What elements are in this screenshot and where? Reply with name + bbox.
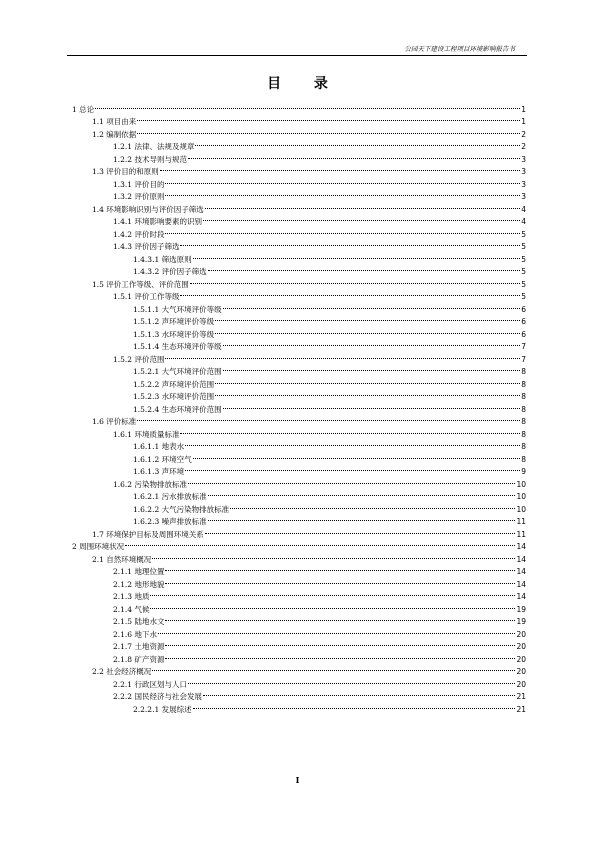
toc-entry-label: 1.2 编制依据 (92, 129, 137, 139)
toc-entry-page: 1 (521, 117, 526, 126)
toc-entry-label: 1.5.1.1 大气环境评价等级 (133, 304, 222, 314)
dot-leader (150, 599, 515, 612)
dot-leader (205, 199, 520, 212)
dot-leader (137, 112, 520, 125)
page-number: I (295, 775, 300, 785)
toc-entry-page: 2 (521, 129, 526, 139)
toc-entry-label: 1.6.1 环境质量标准 (113, 429, 180, 439)
toc-entry-page: 10 (516, 504, 526, 514)
toc-entry-label: 1.7 环境保护目标及周围环境关系 (92, 529, 204, 539)
dot-leader (165, 562, 515, 575)
dot-leader (165, 574, 515, 587)
toc-entry-label: 1.2.1 法律、法规及规章 (113, 142, 195, 151)
toc-entry-page: 20 (516, 642, 526, 651)
toc-entry-label: 1.4 环境影响识别与评价因子筛选 (92, 204, 204, 214)
toc-entry-label: 1.3.1 评价目的 (113, 179, 165, 189)
toc-entry-page: 10 (516, 479, 526, 489)
dot-leader (203, 212, 520, 225)
toc-entry-page: 2 (521, 142, 526, 151)
dot-leader (215, 374, 520, 387)
toc-entry-page: 4 (521, 204, 526, 214)
dot-leader (188, 149, 520, 162)
dot-leader (208, 487, 516, 500)
dot-leader (230, 499, 515, 512)
toc-title: 目 录 (267, 76, 342, 92)
dot-leader (208, 262, 521, 275)
toc-entry-page: 5 (521, 267, 526, 276)
toc-entry-label: 1.4.3.1 筛选原则 (133, 254, 192, 264)
dot-leader (215, 324, 520, 337)
toc-entry-label: 1.5 评价工作等级、评价范围 (92, 279, 189, 289)
toc-entry-label: 2.1.4 气候 (113, 604, 150, 614)
dot-leader (152, 662, 515, 675)
dot-leader (190, 274, 520, 287)
dot-leader (223, 362, 521, 375)
toc-entry-label: 1.6 评价标准 (92, 417, 137, 426)
toc-entry-label: 1.4.1 环境影响要素的识别 (113, 217, 202, 226)
toc-entry[interactable] (72, 99, 526, 112)
toc-entry[interactable] (72, 137, 526, 150)
toc-entry-label: 1.5.2.1 大气环境评价范围 (133, 367, 222, 376)
dot-leader (185, 462, 520, 475)
toc-entry-page: 14 (516, 567, 526, 576)
dot-leader (137, 412, 520, 425)
toc-entry-label: 2 周围环境状况 (72, 542, 125, 551)
toc-entry-label: 1 总论 (72, 104, 95, 114)
dot-leader (165, 224, 520, 237)
toc-entry-page: 6 (521, 329, 526, 339)
toc-entry-page: 11 (516, 517, 526, 526)
dot-leader (137, 124, 520, 137)
dot-leader (208, 512, 516, 525)
toc-entry-page: 7 (521, 342, 526, 351)
dot-leader (160, 162, 520, 175)
toc-entry[interactable] (72, 124, 526, 137)
dot-leader (165, 187, 520, 200)
toc-entry-page: 14 (516, 592, 526, 601)
toc-entry-label: 1.5.1.2 声环境评价等级 (133, 317, 215, 326)
toc-entry-page: 3 (521, 179, 526, 189)
toc-entry-page: 8 (521, 367, 526, 376)
toc-entry-label: 1.3.2 评价原则 (113, 192, 165, 201)
toc-entry-page: 21 (516, 704, 526, 714)
dot-leader (158, 624, 515, 637)
dot-leader (165, 174, 520, 187)
toc-entry-page: 8 (521, 429, 526, 439)
toc-entry-page: 20 (516, 629, 526, 639)
toc-entry-page: 19 (516, 617, 526, 626)
toc-entry-page: 3 (521, 154, 526, 164)
toc-entry-page: 14 (516, 579, 526, 589)
toc-entry[interactable] (72, 549, 526, 562)
toc-entry-label: 1.4.3 评价因子筛选 (113, 242, 180, 251)
toc-entry-page: 20 (516, 679, 526, 689)
toc-entry-page: 5 (521, 292, 526, 301)
toc-entry-page: 6 (521, 304, 526, 314)
toc-entry[interactable] (72, 412, 526, 425)
toc-entry-label: 1.5.2.3 水环境评价范围 (133, 392, 215, 401)
toc-entry-page: 5 (521, 279, 526, 289)
toc-entry-label: 1.6.2.1 污水排放标准 (133, 492, 207, 501)
dot-leader (180, 237, 520, 250)
toc-entry-page: 14 (516, 542, 526, 551)
toc-entry-label: 1.6.2.2 大气污染物排放标准 (133, 504, 230, 514)
toc-entry-label: 1.4.3.2 评价因子筛选 (133, 267, 207, 276)
toc-entry-page: 8 (521, 392, 526, 401)
toc-entry-label: 1.6.1.2 环境空气 (133, 454, 192, 464)
toc-entry[interactable] (72, 112, 526, 125)
toc-entry-label: 2.1.5 陆地水文 (113, 617, 165, 626)
toc-entry[interactable] (72, 424, 526, 437)
toc-entry-label: 2.1.2 地形地貌 (113, 579, 165, 589)
dot-leader (215, 387, 520, 400)
running-header: 公园天下建设工程项目环境影响报告书 (404, 45, 515, 53)
toc-entry-page: 11 (516, 529, 526, 539)
dot-leader (203, 687, 515, 700)
toc-entry[interactable] (72, 537, 526, 550)
toc-entry-label: 2.1.6 地下水 (113, 629, 157, 639)
toc-entry-label: 2.2 社会经济概况 (92, 667, 152, 676)
toc-entry-page: 8 (521, 417, 526, 426)
toc-entry-page: 6 (521, 317, 526, 326)
toc-entry-label: 1.6.1.1 地表水 (133, 442, 185, 451)
toc-entry-label: 1.2.2 技术导则与规范 (113, 154, 187, 164)
dot-leader (193, 249, 521, 262)
toc-entry-label: 2.1.8 矿产资源 (113, 654, 165, 664)
toc-entry-page: 3 (521, 167, 526, 176)
toc-entry-page: 8 (521, 404, 526, 414)
dot-leader (188, 474, 515, 487)
toc-entry-label: 2.1.3 地质 (113, 592, 150, 601)
toc-entry-page: 8 (521, 379, 526, 389)
toc-entry-label: 1.5.2 评价范围 (113, 354, 165, 364)
toc-entry-page: 8 (521, 442, 526, 451)
dot-leader (165, 612, 515, 625)
dot-leader (215, 312, 520, 325)
toc-entry-page: 9 (521, 467, 526, 476)
dot-leader (223, 399, 521, 412)
dot-leader (150, 587, 515, 600)
toc-entry-page: 14 (516, 554, 526, 564)
dot-leader (95, 99, 520, 112)
toc-entry-page: 5 (521, 242, 526, 251)
toc-entry-label: 1.4.2 评价时段 (113, 229, 165, 239)
toc-entry-page: 4 (521, 217, 526, 226)
dot-leader (205, 524, 516, 537)
dot-leader (125, 537, 515, 550)
table-of-contents (72, 99, 526, 712)
dot-leader (193, 699, 516, 712)
header-divider (67, 55, 527, 56)
toc-entry-page: 1 (521, 104, 526, 114)
dot-leader (185, 437, 520, 450)
toc-entry-page: 5 (521, 254, 526, 264)
toc-entry-page: 8 (521, 454, 526, 464)
toc-entry-label: 1.5.1.3 水环境评价等级 (133, 329, 215, 339)
toc-entry-label: 1.3 评价目的和原则 (92, 167, 159, 176)
toc-entry-page: 21 (516, 692, 526, 701)
dot-leader (165, 637, 515, 650)
dot-leader (188, 674, 515, 687)
toc-entry-page: 7 (521, 354, 526, 364)
dot-leader (180, 424, 520, 437)
toc-entry-label: 1.5.1.4 生态环境评价等级 (133, 342, 222, 351)
dot-leader (223, 299, 521, 312)
toc-entry-label: 2.2.1 行政区划与人口 (113, 679, 187, 689)
toc-entry-label: 1.1 项目由来 (92, 117, 137, 126)
toc-entry-label: 1.6.2.3 噪声排放标准 (133, 517, 207, 526)
toc-entry-label: 1.6.2 污染物排放标准 (113, 479, 187, 489)
dot-leader (193, 449, 521, 462)
toc-entry-label: 2.2.2.1 发展综述 (133, 704, 192, 714)
dot-leader (195, 137, 520, 150)
toc-entry-page: 20 (516, 654, 526, 664)
toc-entry-label: 2.2.2 国民经济与社会发展 (113, 692, 202, 701)
toc-entry-label: 1.5.2.4 生态环境评价范围 (133, 404, 222, 414)
dot-leader (152, 549, 515, 562)
toc-entry-label: 2.1.7 土地资源 (113, 642, 165, 651)
toc-entry-label: 2.1.1 地理位置 (113, 567, 165, 576)
dot-leader (223, 337, 521, 350)
dot-leader (165, 649, 515, 662)
dot-leader (165, 349, 520, 362)
toc-entry-label: 2.1 自然环境概况 (92, 554, 152, 564)
toc-entry-label: 1.5.1 评价工作等级 (113, 292, 180, 301)
dot-leader (180, 287, 520, 300)
toc-entry-page: 19 (516, 604, 526, 614)
toc-entry-page: 3 (521, 192, 526, 201)
toc-entry-label: 1.5.2.2 声环境评价范围 (133, 379, 215, 389)
toc-entry-page: 5 (521, 229, 526, 239)
toc-entry-label: 1.6.1.3 声环境 (133, 467, 185, 476)
toc-entry-page: 20 (516, 667, 526, 676)
toc-entry-page: 10 (516, 492, 526, 501)
